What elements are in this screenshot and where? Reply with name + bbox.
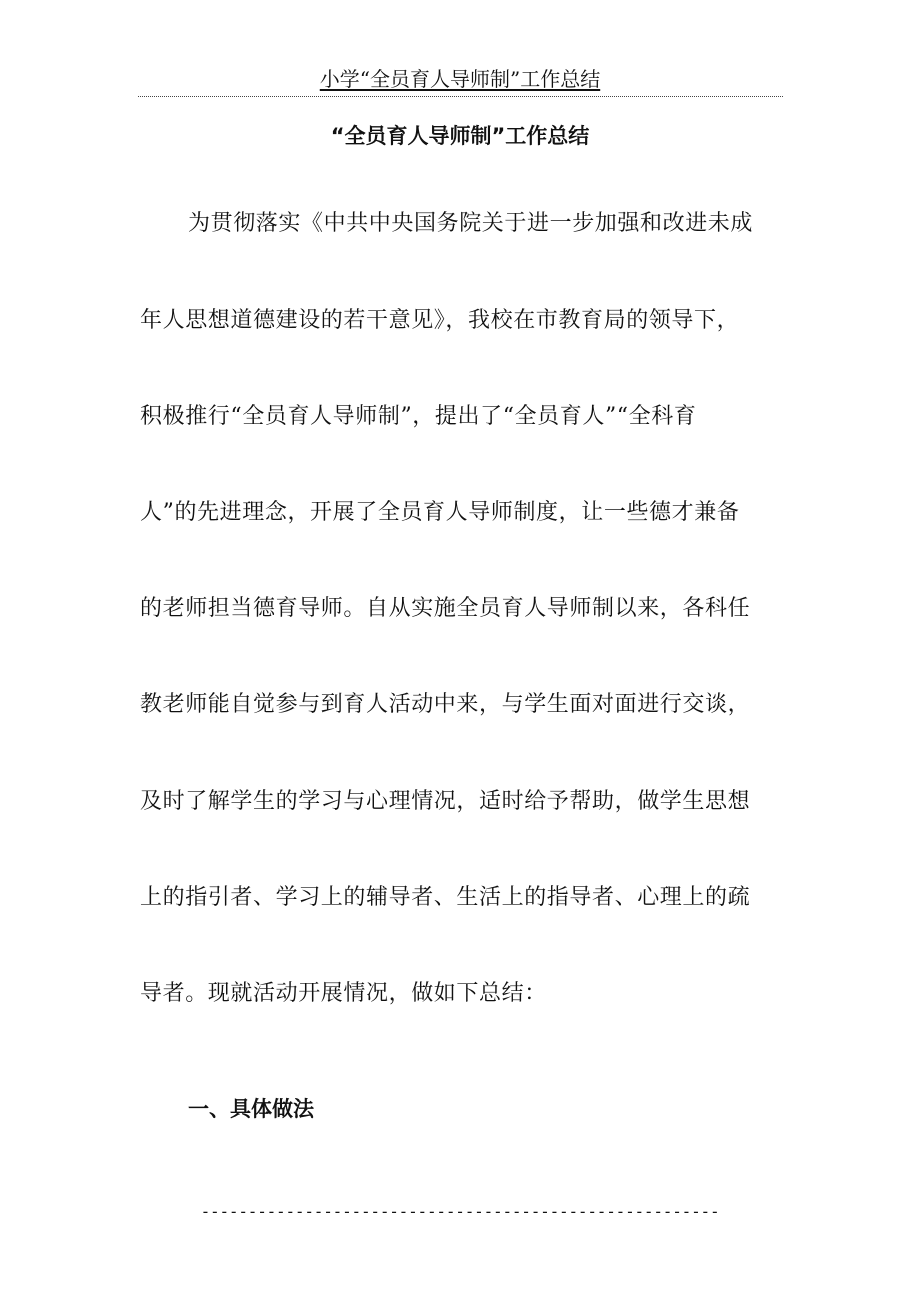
- paragraph-line: 年人思想道德建设的若干意见》，我校在市教育局的领导下，: [140, 308, 740, 333]
- paragraph-line: 人”的先进理念，开展了全员育人导师制度，让一些德才兼备: [140, 500, 740, 525]
- running-header-title: 小学“全员育人导师制”工作总结: [319, 67, 601, 91]
- paragraph-line: 教老师能自觉参与到育人活动中来，与学生面对面进行交谈，: [140, 692, 751, 717]
- paragraph-line: 导者。现就活动开展情况，做如下总结：: [140, 981, 547, 1006]
- section-heading: 一、具体做法: [188, 1097, 314, 1121]
- paragraph-line: 积极推行“全员育人导师制”，提出了“全员育人”“全科育: [140, 404, 697, 429]
- header-divider: [138, 96, 783, 97]
- document-title: “全员育人导师制”工作总结: [330, 124, 590, 148]
- paragraph-line: 上的指引者、学习上的辅导者、生活上的指导者、心理上的疏: [140, 885, 751, 910]
- paragraph-line: 及时了解学生的学习与心理情况，适时给予帮助，做学生思想: [140, 789, 751, 814]
- paragraph-line: 的老师担当德育导师。自从实施全员育人导师制以来，各科任: [140, 596, 751, 621]
- paragraph-line: 为贯彻落实《中共中央国务院关于进一步加强和改进未成: [188, 211, 754, 236]
- footer-divider: -------------------------------------------------------: [200, 1202, 720, 1221]
